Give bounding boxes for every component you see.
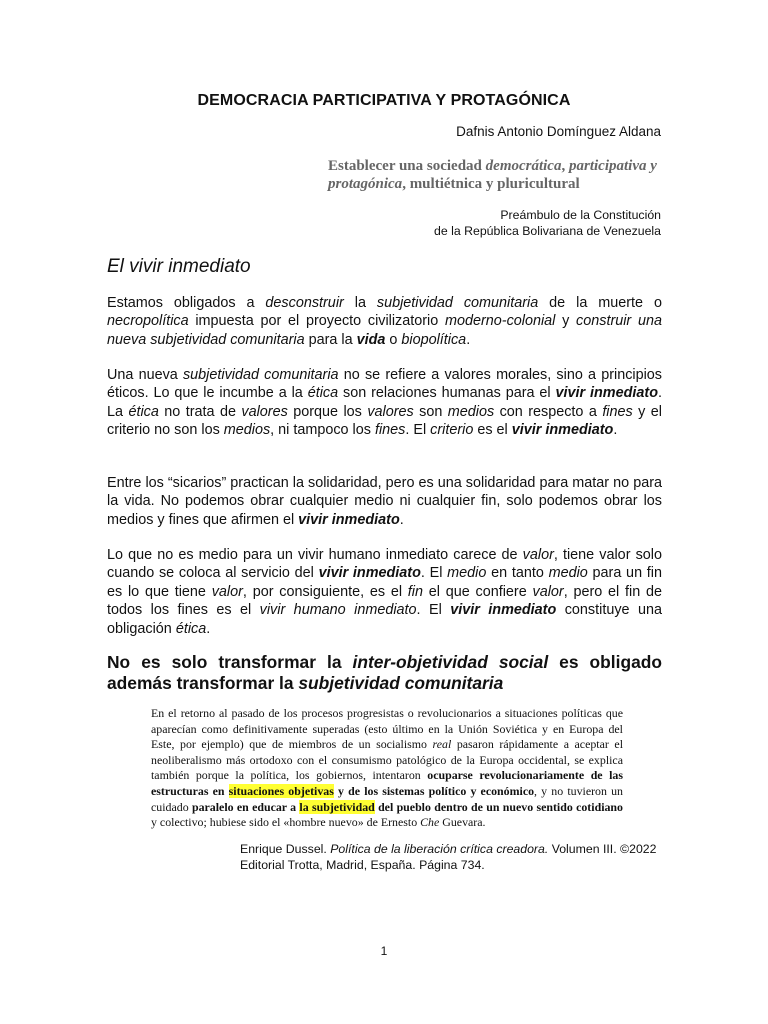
epigraph-source [434, 208, 661, 239]
emphasis: fines [374, 422, 406, 439]
text: pasaron rápidamente a aceptar el neoliberalismo más ortodoxo con el consumismo patológico de la Europa occidental, se explica también porque la política, los gobiernos, intentaron [151, 737, 623, 783]
highlighted-bold-text: situaciones objetivas [228, 783, 334, 798]
emphasis: medios [447, 403, 495, 420]
page-number: 1 [380, 944, 388, 958]
strong-emphasis: vivir inmediato [555, 385, 658, 402]
text: , pero el fin de todos los fines es el [107, 583, 663, 619]
emphasis: medio [447, 565, 487, 582]
emphasis: valor [211, 583, 243, 600]
epigraph-source-line: Preámbulo de la Constitución [500, 208, 661, 222]
highlighted-bold-text: la subjetividad [299, 799, 375, 814]
text: el que confiere [423, 583, 533, 600]
strong-emphasis: vivir inmediato [298, 511, 400, 528]
heading-emphasis: inter-objetividad social [352, 652, 549, 672]
emphasis: medios [223, 422, 271, 439]
emphasis: Che [420, 815, 440, 830]
epigraph [328, 157, 662, 193]
author-name: Dafnis Antonio Domínguez Aldana [456, 124, 661, 139]
text: Una nueva [107, 367, 183, 383]
paragraph-4 [107, 546, 662, 638]
emphasis: ética [128, 403, 159, 420]
text: impuesta por el proyecto civilizatorio [188, 313, 445, 330]
text: con respecto a [494, 403, 603, 420]
emphasis: subjetividad comunitaria [182, 367, 339, 383]
text: Guevara. [439, 815, 486, 830]
epigraph-text: Establecer una sociedad [328, 158, 486, 174]
section-heading-transformar [107, 652, 662, 694]
text: . [466, 331, 471, 348]
text: . [613, 422, 618, 439]
strong-emphasis: vivir inmediato [450, 602, 557, 619]
paragraph-3 [107, 474, 662, 529]
text: o [385, 331, 402, 348]
text: Estamos obligados a [107, 295, 266, 311]
text: . [399, 511, 404, 528]
emphasis: valor [522, 547, 554, 563]
emphasis: ética [175, 620, 207, 637]
emphasis: biopolítica [401, 331, 467, 348]
bold-text: del pueblo dentro de un nuevo sentido cotidiano [374, 799, 623, 814]
bold-text: y de los sistemas político y económico [333, 783, 535, 798]
citation-work-title: Política de la liberación crítica creadora. [330, 842, 549, 856]
text: . El [420, 565, 448, 582]
emphasis: valor [532, 583, 564, 600]
block-quote [151, 706, 623, 831]
text: y colectivo; hubiese sido el «hombre nuevo» de Ernesto [151, 815, 421, 830]
emphasis: valores [241, 403, 288, 420]
text: , tiene valor solo cuando se coloca al servicio del [107, 547, 662, 582]
text: , por consiguiente, es el [242, 583, 408, 600]
text: para un fin es lo que tiene [107, 565, 662, 600]
text: en tanto [486, 565, 549, 582]
epigraph-text: , [561, 158, 569, 174]
text: constituye una obligación [107, 602, 662, 637]
epigraph-emphasis: participativa y protagónica [328, 158, 657, 192]
emphasis: fines [602, 403, 633, 420]
text: . [206, 620, 211, 637]
text: es el [473, 422, 512, 439]
text: la [343, 295, 377, 311]
emphasis: vivir humano inmediato [259, 602, 417, 619]
text: porque los [287, 403, 368, 420]
heading-text: No es solo transformar la [107, 652, 353, 672]
strong-emphasis: vida [356, 331, 386, 348]
text: para la [304, 331, 357, 348]
emphasis: fin [407, 583, 423, 600]
text: En el retorno al pasado de los procesos progresistas o revolucionarios a situaciones políticas que aparecían como definitivamente superadas (esto último en la Unión Soviética y en Europa del Este, por ejemplo) que de miembros de un socialismo [151, 706, 623, 752]
emphasis: medio [548, 565, 588, 582]
epigraph-text: , multiétnica y pluricultural [402, 176, 580, 192]
text: son [413, 403, 448, 420]
strong-emphasis: vivir inmediato [511, 422, 614, 439]
paragraph-1 [107, 294, 662, 349]
text: Entre los “sicarios” practican la solidaridad, pero es una solidaridad para matar no para la vida. No podemos obrar cualquier medio ni cualquier fin, solo podemos obrar los medios y fines que afirmen el [107, 475, 662, 528]
epigraph-source-line: de la República Bolivariana de Venezuela [434, 223, 661, 238]
emphasis: necropolítica [107, 313, 189, 330]
heading-emphasis: subjetividad comunitaria [298, 673, 504, 693]
emphasis: real [432, 737, 452, 752]
text: . El [416, 602, 451, 619]
bold-text: paralelo en educar a [191, 799, 300, 814]
emphasis: ética [307, 385, 339, 402]
emphasis: criterio [430, 422, 474, 439]
paragraph-2 [107, 366, 662, 440]
citation-author: Enrique Dussel. [240, 842, 331, 856]
text: no trata de [158, 403, 242, 420]
text: son relaciones humanas para el [338, 385, 556, 402]
text: Lo que no es medio para un vivir humano inmediato carece de [107, 547, 523, 563]
emphasis: moderno-colonial [444, 313, 556, 330]
quote-citation [240, 841, 670, 873]
heading-text: es obligado además transformar la [107, 652, 663, 693]
section-heading-vivir-inmediato: El vivir inmediato [107, 256, 251, 277]
emphasis: subjetividad comunitaria [376, 295, 539, 311]
epigraph-emphasis: democrática [485, 158, 562, 174]
text: , ni tampoco los [270, 422, 375, 439]
text: . La [107, 385, 662, 420]
text: y el criterio no son los [107, 403, 662, 439]
emphasis: valores [367, 403, 414, 420]
text: , y no tuvieron un cuidado [151, 783, 623, 814]
text: y [555, 313, 577, 330]
strong-emphasis: vivir inmediato [318, 565, 421, 582]
bold-text: ocuparse revolucionariamente de las estructuras en [151, 768, 623, 798]
document-title: DEMOCRACIA PARTICIPATIVA Y PROTAGÓNICA [197, 92, 571, 109]
citation-details: Volumen III. ©2022 Editorial Trotta, Madrid, España. Página 734. [240, 842, 657, 872]
emphasis: construir una nueva subjetividad comunitaria [107, 313, 662, 348]
text: de la muerte o [538, 295, 662, 311]
text: no se refiere a valores morales, sino a principios éticos. Lo que le incumbe a la [107, 367, 662, 402]
emphasis: desconstruir [265, 295, 344, 311]
text: . El [405, 422, 431, 439]
